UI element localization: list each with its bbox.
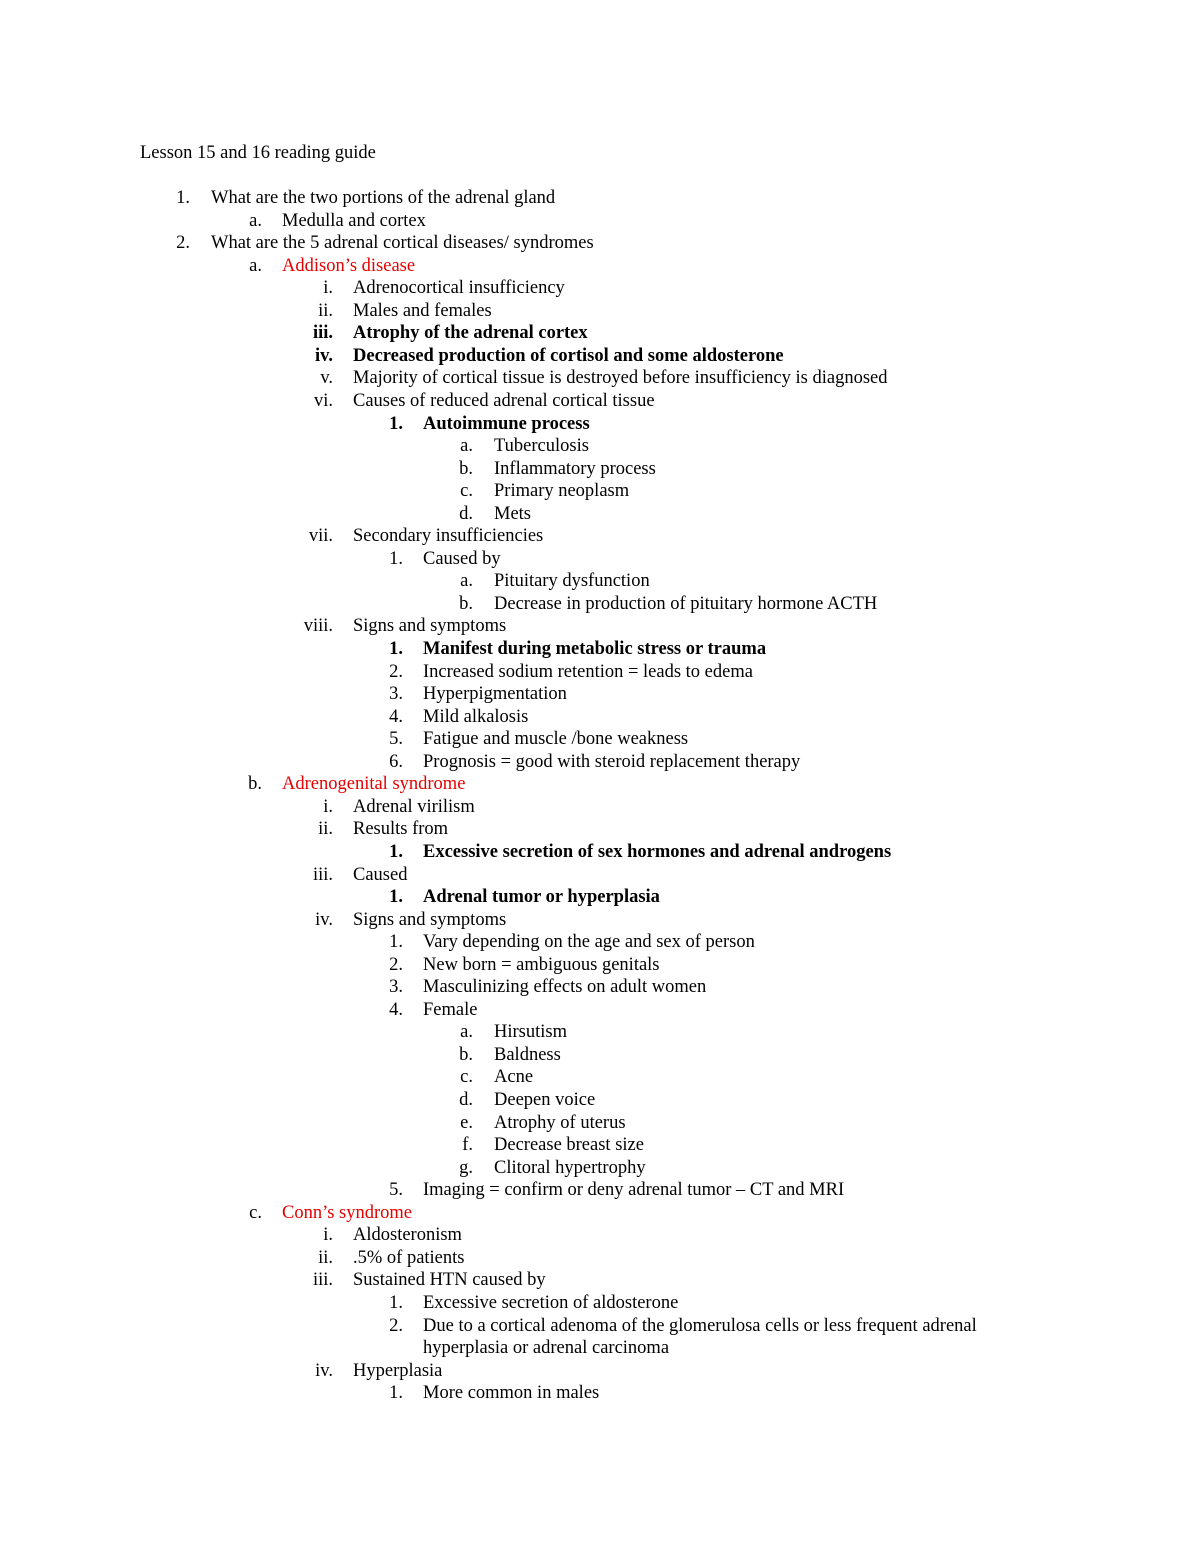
outline-item	[0, 187, 1200, 210]
outline-item	[0, 413, 1200, 436]
outline-item	[0, 1134, 1200, 1157]
outline-item-text: Majority of cortical tissue is destroyed before insufficiency is diagnosed	[353, 368, 888, 389]
outline-item	[0, 661, 1200, 684]
outline-item	[0, 1202, 1200, 1225]
outline-item-text: Secondary insufficiencies	[353, 526, 544, 547]
outline-item	[0, 1112, 1200, 1135]
outline-item-marker: i.	[323, 796, 333, 817]
outline-item	[0, 999, 1200, 1022]
outline-item	[0, 1021, 1200, 1044]
outline-item-text: Signs and symptoms	[353, 909, 507, 930]
outline-item	[0, 1224, 1200, 1247]
outline-item-text: Results from	[353, 819, 449, 840]
outline-item	[0, 751, 1200, 774]
outline-item-marker: ii.	[318, 1247, 333, 1268]
outline-item-marker: iv.	[315, 1360, 333, 1381]
outline-item-marker: b.	[459, 1044, 473, 1065]
outline-item-marker: v.	[320, 368, 333, 389]
outline-item-marker: 1.	[389, 1383, 403, 1404]
outline-item-text: Pituitary dysfunction	[494, 571, 650, 592]
outline-item-text: Prognosis = good with steroid replacement therapy	[423, 751, 801, 772]
outline-item-marker: 1.	[389, 548, 403, 569]
outline-item-marker: 1.	[389, 932, 403, 953]
outline-item-text: Hyperplasia	[353, 1360, 443, 1381]
outline-item-text: Imaging = confirm or deny adrenal tumor – CT and MRI	[423, 1180, 845, 1201]
outline-item	[0, 1269, 1200, 1292]
outline-item-text: Males and females	[353, 300, 492, 321]
outline-item-text: Excessive secretion of sex hormones and adrenal androgens	[423, 841, 892, 862]
outline-item-marker: 4.	[389, 999, 403, 1020]
outline-item	[0, 909, 1200, 932]
outline-item-text: Hyperpigmentation	[423, 684, 567, 705]
outline-item	[0, 796, 1200, 819]
outline-item	[0, 638, 1200, 661]
outline-item	[0, 435, 1200, 458]
outline-item-marker: c.	[460, 1067, 473, 1088]
outline-item-text: Caused by	[423, 548, 501, 569]
outline-item	[0, 1044, 1200, 1067]
outline-item-marker: 4.	[389, 706, 403, 727]
outline-item-text: hyperplasia or adrenal carcinoma	[423, 1338, 670, 1359]
outline-item	[0, 458, 1200, 481]
outline-item-text: Increased sodium retention = leads to edema	[423, 661, 753, 682]
outline-item-text: Female	[423, 999, 478, 1020]
document-title: Lesson 15 and 16 reading guide	[140, 143, 376, 163]
outline-item	[0, 1292, 1200, 1315]
outline-item	[0, 322, 1200, 345]
outline-item-marker: b.	[248, 774, 262, 795]
outline-item	[0, 300, 1200, 323]
outline-item	[0, 232, 1200, 255]
outline-item	[0, 503, 1200, 526]
outline-item-marker: 6.	[389, 751, 403, 772]
outline-item	[0, 525, 1200, 548]
outline-item	[0, 683, 1200, 706]
outline-item-marker: iii.	[312, 1270, 333, 1291]
outline-item-marker: 2.	[176, 233, 190, 254]
outline-item-text: Deepen voice	[494, 1090, 596, 1110]
outline-item-text: Inflammatory process	[494, 458, 656, 479]
outline-item-text: Hirsutism	[494, 1022, 567, 1043]
outline-item	[0, 1337, 1200, 1360]
outline-item-marker: 3.	[389, 977, 403, 998]
outline-item-marker: i.	[323, 278, 333, 299]
outline-item-text: Aldosteronism	[353, 1225, 462, 1246]
outline-item-marker: c.	[460, 481, 473, 502]
outline-item	[0, 1360, 1200, 1383]
outline-item-text: .5% of patients	[353, 1247, 465, 1268]
outline-item-marker: d.	[459, 503, 473, 524]
outline-item-marker: a.	[460, 1022, 473, 1043]
outline-item-text: Signs and symptoms	[353, 616, 507, 637]
outline-item-text: More common in males	[423, 1383, 600, 1404]
outline-item-text: Causes of reduced adrenal cortical tissue	[353, 390, 655, 411]
outline-item-text: Masculinizing effects on adult women	[423, 977, 707, 998]
outline-item-text: Due to a cortical adenoma of the glomerulosa cells or less frequent adrenal	[423, 1315, 977, 1336]
outline-item-marker: vii.	[308, 526, 333, 547]
outline-item-heading: Addison’s disease	[282, 255, 416, 276]
outline-item-heading: Adrenogenital syndrome	[282, 774, 466, 795]
outline-item-marker: 1.	[389, 1292, 403, 1313]
outline-item-marker: ii.	[318, 300, 333, 321]
outline-item-marker: g.	[459, 1157, 473, 1178]
outline-item	[0, 773, 1200, 796]
outline-item-marker: 2.	[389, 661, 403, 682]
outline-item-text: Primary neoplasm	[494, 481, 630, 502]
outline-item	[0, 1066, 1200, 1089]
outline-item-text: Decrease breast size	[494, 1135, 644, 1156]
outline-item-text: Mild alkalosis	[423, 706, 529, 727]
outline-item	[0, 954, 1200, 977]
outline-item-text: Decrease in production of pituitary hormone ACTH	[494, 593, 878, 614]
outline-item-marker: 1.	[389, 413, 403, 434]
outline-item	[0, 864, 1200, 887]
outline-item-text: Excessive secretion of aldosterone	[423, 1292, 679, 1313]
outline-item	[0, 931, 1200, 954]
outline-item-marker: iv.	[315, 345, 333, 366]
outline-item	[0, 886, 1200, 909]
outline-item-heading: Conn’s syndrome	[282, 1202, 413, 1223]
outline-item-marker: a.	[249, 255, 262, 276]
outline-item-marker: 1.	[389, 887, 403, 908]
outline-item-marker: b.	[459, 458, 473, 479]
outline-item-text: Vary depending on the age and sex of person	[423, 932, 755, 953]
outline-item-text: What are the 5 adrenal cortical diseases/ syndromes	[211, 233, 594, 254]
outline-item-text: Sustained HTN caused by	[353, 1270, 546, 1291]
outline-item-text: Caused	[353, 864, 408, 885]
outline-item-text: Fatigue and muscle /bone weakness	[423, 729, 689, 750]
outline-item-marker: 1.	[176, 188, 190, 208]
outline-item	[0, 1247, 1200, 1270]
outline-item-marker: 2.	[389, 1315, 403, 1336]
outline-item	[0, 548, 1200, 571]
outline-item-marker: d.	[459, 1090, 473, 1110]
outline-item-marker: b.	[459, 593, 473, 614]
outline-item	[0, 615, 1200, 638]
outline-item-text: Adrenal tumor or hyperplasia	[423, 887, 660, 908]
outline-item-marker: viii.	[303, 616, 333, 637]
outline-item-text: Decreased production of cortisol and some aldosterone	[353, 345, 784, 366]
outline-item-text: Atrophy of uterus	[494, 1112, 626, 1133]
outline-item	[0, 345, 1200, 368]
outline-item	[0, 570, 1200, 593]
outline-item-marker: 1.	[389, 639, 403, 659]
outline-item-marker: i.	[323, 1225, 333, 1246]
outline-item	[0, 593, 1200, 616]
outline-item-marker: a.	[460, 436, 473, 457]
outline-item-marker: 3.	[389, 684, 403, 705]
outline-item	[0, 390, 1200, 413]
outline-item-text: Adrenocortical insufficiency	[353, 278, 565, 299]
outline-item-marker: a.	[249, 210, 262, 231]
outline-item-text: Baldness	[494, 1044, 561, 1065]
outline-item-marker: ii.	[318, 819, 333, 840]
outline-item	[0, 1089, 1200, 1112]
outline-item-marker: f.	[462, 1135, 473, 1156]
outline-item	[0, 480, 1200, 503]
outline-item-text: Medulla and cortex	[282, 210, 426, 231]
outline-item-text: Mets	[494, 503, 531, 524]
outline-item-marker: c.	[249, 1202, 262, 1223]
outline-item	[0, 1179, 1200, 1202]
outline-item	[0, 706, 1200, 729]
outline-item	[0, 728, 1200, 751]
outline-item	[0, 255, 1200, 278]
outline-item	[0, 1157, 1200, 1180]
outline-item-marker: e.	[460, 1112, 473, 1133]
outline-item-text: New born = ambiguous genitals	[423, 954, 660, 975]
outline-item	[0, 210, 1200, 233]
outline-item-marker: iii.	[312, 323, 333, 344]
outline-item	[0, 976, 1200, 999]
outline-item-marker: 5.	[389, 1180, 403, 1201]
outline-item-text: Autoimmune process	[423, 413, 590, 434]
outline-item	[0, 1382, 1200, 1405]
outline-item-marker: iii.	[312, 864, 333, 885]
outline-item-marker: 2.	[389, 954, 403, 975]
outline-item-text: Clitoral hypertrophy	[494, 1157, 646, 1178]
outline-item-text: Atrophy of the adrenal cortex	[353, 323, 588, 344]
outline-item-text: Tuberculosis	[494, 436, 589, 457]
outline-item-text: Manifest during metabolic stress or trauma	[423, 639, 767, 659]
outline-item	[0, 367, 1200, 390]
outline-item	[0, 277, 1200, 300]
outline-item-marker: iv.	[315, 909, 333, 930]
outline-item-text: Acne	[494, 1067, 534, 1088]
outline-item	[0, 1315, 1200, 1338]
outline-item-marker: vi.	[313, 390, 333, 411]
outline-item	[0, 841, 1200, 864]
outline-item-marker: 1.	[389, 841, 403, 862]
outline-item-marker: 5.	[389, 729, 403, 750]
outline-item-text: What are the two portions of the adrenal gland	[211, 188, 556, 208]
outline-item-text: Adrenal virilism	[353, 796, 475, 817]
outline-item	[0, 818, 1200, 841]
outline-item-marker: a.	[460, 571, 473, 592]
